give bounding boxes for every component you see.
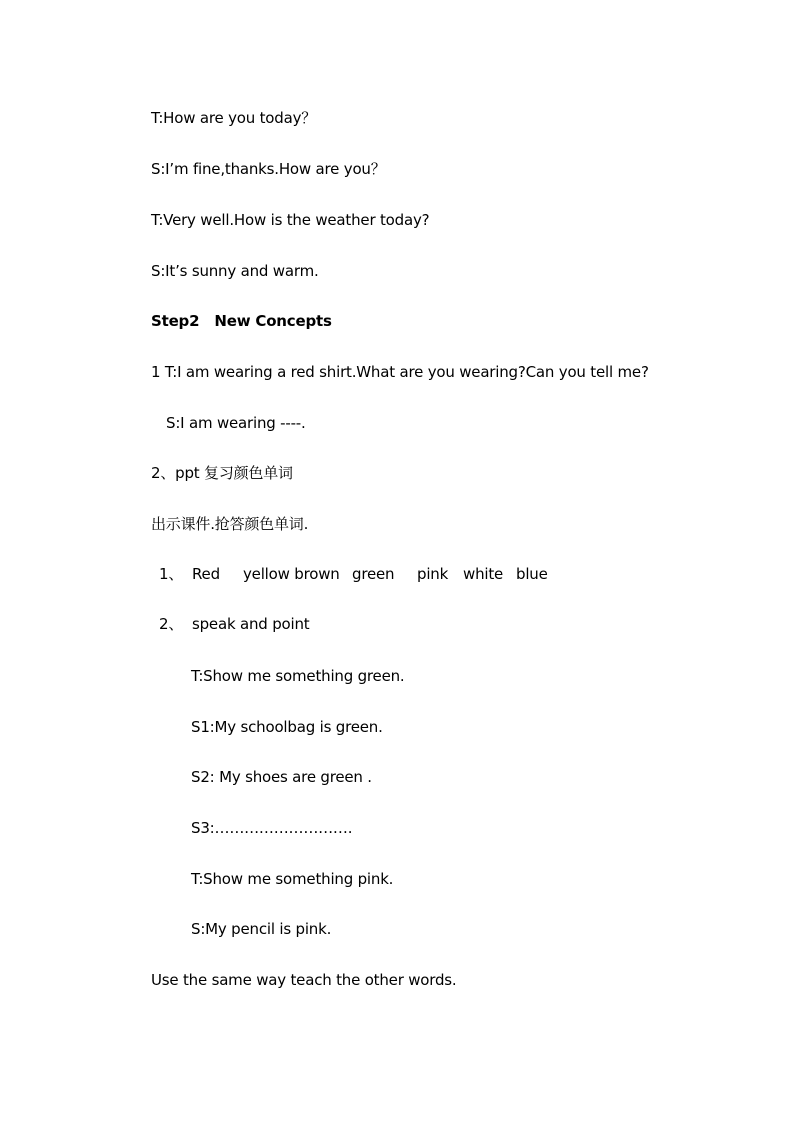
color-word-pink: pink xyxy=(417,565,449,583)
step2-heading: Step2 New Concepts xyxy=(151,312,332,330)
sub-1-number: 1、 xyxy=(159,565,184,583)
color-word-white: white xyxy=(463,565,504,583)
step2-item2: 2、ppt 复习颜色单词 xyxy=(151,464,293,482)
speak-line-5: T:Show me something pink. xyxy=(191,870,394,888)
sub-2-title: speak and point xyxy=(192,615,310,633)
speak-line-4: S3:………………………. xyxy=(191,819,353,837)
speak-line-6: S:My pencil is pink. xyxy=(191,920,332,938)
dialogue-t-question: T:How are you today？ xyxy=(151,109,317,127)
sub-2-number: 2、 xyxy=(159,615,184,633)
dialogue-t-weather: T:Very well.How is the weather today? xyxy=(151,211,430,229)
speak-line-3: S2: My shoes are green . xyxy=(191,768,372,786)
speak-line-1: T:Show me something green. xyxy=(191,667,405,685)
step2-item1-teacher: 1 T:I am wearing a red shirt.What are you wearing?Can you tell me? xyxy=(151,363,649,381)
dialogue-s-answer: S:I’m fine,thanks.How are you？ xyxy=(151,160,386,178)
color-word-yellow-brown: yellow brown xyxy=(243,565,340,583)
dialogue-s-weather: S:It’s sunny and warm. xyxy=(151,262,319,280)
closing-instruction: Use the same way teach the other words. xyxy=(151,971,457,989)
color-word-green: green xyxy=(352,565,395,583)
courseware-instruction: 出示课件.抢答颜色单词. xyxy=(151,515,309,533)
step2-item1-student: S:I am wearing ----. xyxy=(166,414,306,432)
color-word-blue: blue xyxy=(516,565,548,583)
speak-line-2: S1:My schoolbag is green. xyxy=(191,718,383,736)
color-word-red: Red xyxy=(192,565,220,583)
